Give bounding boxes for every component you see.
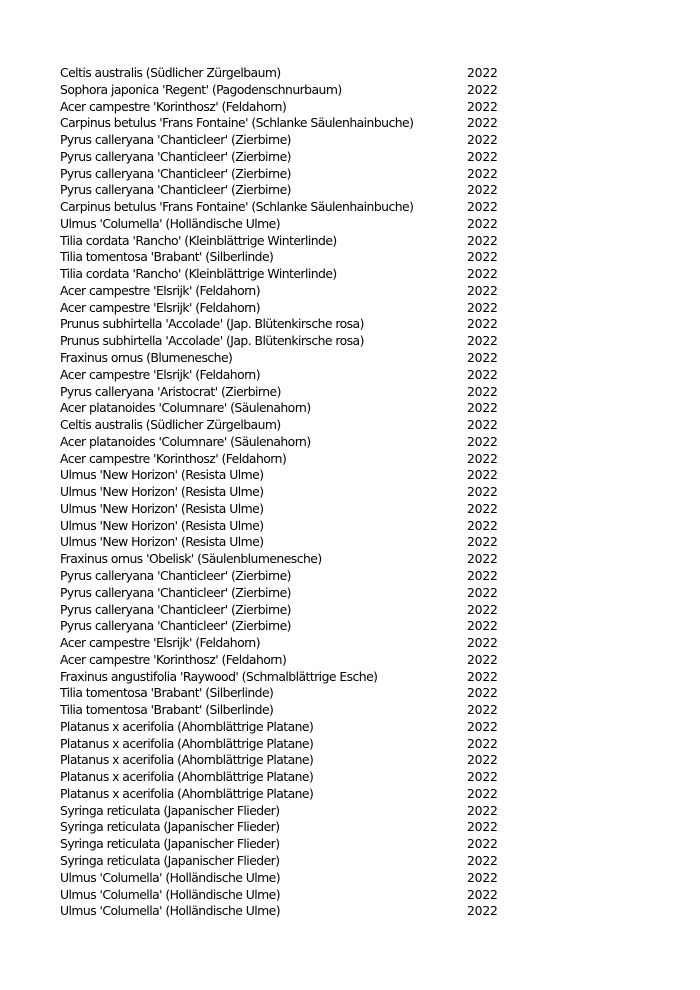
tree-species-name: Sophora japonica 'Regent' (Pagodenschnurbaum) bbox=[60, 81, 342, 97]
tree-species-name: Fraxinus ornus 'Obelisk' (Säulenblumenesche) bbox=[60, 551, 322, 567]
planting-year: 2022 bbox=[467, 752, 498, 768]
planting-year: 2022 bbox=[467, 383, 498, 399]
tree-species-name: Syringa reticulata (Japanischer Flieder) bbox=[60, 836, 280, 852]
planting-year: 2022 bbox=[467, 132, 498, 148]
planting-year: 2022 bbox=[467, 668, 498, 684]
tree-row bbox=[60, 149, 520, 166]
tree-species-name: Tilia cordata 'Rancho' (Kleinblättrige Winterlinde) bbox=[60, 266, 337, 282]
tree-species-name: Ulmus 'New Horizon' (Resista Ulme) bbox=[60, 534, 264, 550]
tree-row bbox=[60, 534, 520, 551]
planting-year: 2022 bbox=[467, 316, 498, 332]
tree-row bbox=[60, 384, 520, 401]
tree-row bbox=[60, 702, 520, 719]
planting-year: 2022 bbox=[467, 182, 498, 198]
planting-year: 2022 bbox=[467, 215, 498, 231]
planting-year: 2022 bbox=[467, 534, 498, 550]
tree-species-name: Ulmus 'Columella' (Holländische Ulme) bbox=[60, 886, 281, 902]
planting-year: 2022 bbox=[467, 400, 498, 416]
planting-year: 2022 bbox=[467, 869, 498, 885]
tree-row bbox=[60, 182, 520, 199]
tree-species-name: Tilia tomentosa 'Brabant' (Silberlinde) bbox=[60, 685, 274, 701]
tree-row bbox=[60, 283, 520, 300]
tree-row bbox=[60, 199, 520, 216]
planting-year: 2022 bbox=[467, 601, 498, 617]
planting-year: 2022 bbox=[467, 98, 498, 114]
planting-year: 2022 bbox=[467, 467, 498, 483]
tree-species-name: Platanus x acerifolia (Ahornblättrige Platane) bbox=[60, 752, 314, 768]
tree-row bbox=[60, 803, 520, 820]
planting-year: 2022 bbox=[467, 785, 498, 801]
planting-year: 2022 bbox=[467, 417, 498, 433]
tree-species-name: Platanus x acerifolia (Ahornblättrige Platane) bbox=[60, 718, 314, 734]
planting-year: 2022 bbox=[467, 249, 498, 265]
planting-year: 2022 bbox=[467, 232, 498, 248]
tree-row bbox=[60, 568, 520, 585]
planting-year: 2022 bbox=[467, 685, 498, 701]
planting-year: 2022 bbox=[467, 819, 498, 835]
planting-year: 2022 bbox=[467, 148, 498, 164]
tree-species-name: Acer platanoides 'Columnare' (Säulenahorn) bbox=[60, 400, 311, 416]
planting-year: 2022 bbox=[467, 81, 498, 97]
tree-row bbox=[60, 82, 520, 99]
planting-year: 2022 bbox=[467, 852, 498, 868]
tree-row bbox=[60, 635, 520, 652]
tree-row bbox=[60, 65, 520, 82]
tree-row bbox=[60, 266, 520, 283]
planting-year: 2022 bbox=[467, 299, 498, 315]
planting-year: 2022 bbox=[467, 735, 498, 751]
planting-year: 2022 bbox=[467, 635, 498, 651]
tree-species-name: Acer campestre 'Korinthosz' (Feldahorn) bbox=[60, 98, 287, 114]
tree-species-name: Pyrus calleryana 'Chanticleer' (Zierbirne) bbox=[60, 182, 291, 198]
tree-species-name: Acer campestre 'Elsrijk' (Feldahorn) bbox=[60, 299, 261, 315]
tree-species-name: Pyrus calleryana 'Chanticleer' (Zierbirne) bbox=[60, 618, 291, 634]
planting-year: 2022 bbox=[467, 584, 498, 600]
tree-species-name: Ulmus 'Columella' (Holländische Ulme) bbox=[60, 215, 281, 231]
tree-species-name: Celtis australis (Südlicher Zürgelbaum) bbox=[60, 417, 281, 433]
tree-species-name: Carpinus betulus 'Frans Fontaine' (Schlanke Säulenhainbuche) bbox=[60, 115, 414, 131]
tree-row bbox=[60, 367, 520, 384]
planting-year: 2022 bbox=[467, 517, 498, 533]
planting-year: 2022 bbox=[467, 450, 498, 466]
tree-species-name: Ulmus 'Columella' (Holländische Ulme) bbox=[60, 903, 281, 919]
tree-row bbox=[60, 836, 520, 853]
tree-species-name: Acer campestre 'Korinthosz' (Feldahorn) bbox=[60, 450, 287, 466]
planting-year: 2022 bbox=[467, 350, 498, 366]
planting-year: 2022 bbox=[467, 702, 498, 718]
tree-species-name: Pyrus calleryana 'Chanticleer' (Zierbirne) bbox=[60, 165, 291, 181]
tree-row bbox=[60, 518, 520, 535]
tree-species-name: Carpinus betulus 'Frans Fontaine' (Schlanke Säulenhainbuche) bbox=[60, 199, 414, 215]
tree-row bbox=[60, 719, 520, 736]
tree-row bbox=[60, 685, 520, 702]
planting-year: 2022 bbox=[467, 802, 498, 818]
tree-row bbox=[60, 870, 520, 887]
tree-row bbox=[60, 752, 520, 769]
tree-species-name: Tilia tomentosa 'Brabant' (Silberlinde) bbox=[60, 702, 274, 718]
tree-row bbox=[60, 887, 520, 904]
planting-year: 2022 bbox=[467, 484, 498, 500]
tree-row bbox=[60, 417, 520, 434]
planting-year: 2022 bbox=[467, 551, 498, 567]
planting-year: 2022 bbox=[467, 618, 498, 634]
tree-row bbox=[60, 434, 520, 451]
tree-row bbox=[60, 602, 520, 619]
planting-year: 2022 bbox=[467, 836, 498, 852]
tree-species-name: Tilia cordata 'Rancho' (Kleinblättrige Winterlinde) bbox=[60, 232, 337, 248]
tree-species-name: Pyrus calleryana 'Chanticleer' (Zierbirne) bbox=[60, 584, 291, 600]
tree-row bbox=[60, 249, 520, 266]
tree-species-name: Acer campestre 'Elsrijk' (Feldahorn) bbox=[60, 282, 261, 298]
tree-row bbox=[60, 132, 520, 149]
tree-species-name: Syringa reticulata (Japanischer Flieder) bbox=[60, 802, 280, 818]
planting-year: 2022 bbox=[467, 65, 498, 80]
planting-year: 2022 bbox=[467, 366, 498, 382]
planting-year: 2022 bbox=[467, 282, 498, 298]
tree-row bbox=[60, 451, 520, 468]
tree-species-name: Platanus x acerifolia (Ahornblättrige Platane) bbox=[60, 735, 314, 751]
tree-species-name: Ulmus 'New Horizon' (Resista Ulme) bbox=[60, 467, 264, 483]
tree-row bbox=[60, 484, 520, 501]
tree-species-name: Pyrus calleryana 'Chanticleer' (Zierbirne) bbox=[60, 567, 291, 583]
tree-row bbox=[60, 333, 520, 350]
tree-row bbox=[60, 233, 520, 250]
planting-year: 2022 bbox=[467, 769, 498, 785]
tree-species-name: Pyrus calleryana 'Aristocrat' (Zierbirne) bbox=[60, 383, 281, 399]
tree-species-name: Acer campestre 'Korinthosz' (Feldahorn) bbox=[60, 651, 287, 667]
tree-row bbox=[60, 400, 520, 417]
tree-species-name: Ulmus 'Columella' (Holländische Ulme) bbox=[60, 869, 281, 885]
planting-year: 2022 bbox=[467, 651, 498, 667]
tree-species-name: Platanus x acerifolia (Ahornblättrige Platane) bbox=[60, 785, 314, 801]
tree-species-name: Prunus subhirtella 'Accolade' (Jap. Blütenkirsche rosa) bbox=[60, 316, 364, 332]
tree-row bbox=[60, 786, 520, 803]
tree-species-name: Fraxinus angustifolia 'Raywood' (Schmalblättrige Esche) bbox=[60, 668, 378, 684]
tree-row bbox=[60, 99, 520, 116]
tree-species-name: Acer campestre 'Elsrijk' (Feldahorn) bbox=[60, 366, 261, 382]
tree-planting-list bbox=[60, 65, 520, 920]
tree-species-name: Acer campestre 'Elsrijk' (Feldahorn) bbox=[60, 635, 261, 651]
tree-row bbox=[60, 903, 520, 920]
tree-row bbox=[60, 501, 520, 518]
tree-row bbox=[60, 115, 520, 132]
tree-species-name: Prunus subhirtella 'Accolade' (Jap. Blütenkirsche rosa) bbox=[60, 333, 364, 349]
tree-species-name: Syringa reticulata (Japanischer Flieder) bbox=[60, 852, 280, 868]
tree-species-name: Syringa reticulata (Japanischer Flieder) bbox=[60, 819, 280, 835]
tree-row bbox=[60, 216, 520, 233]
tree-row bbox=[60, 652, 520, 669]
planting-year: 2022 bbox=[467, 333, 498, 349]
tree-row bbox=[60, 350, 520, 367]
tree-species-name: Ulmus 'New Horizon' (Resista Ulme) bbox=[60, 484, 264, 500]
tree-row bbox=[60, 467, 520, 484]
tree-row bbox=[60, 166, 520, 183]
planting-year: 2022 bbox=[467, 165, 498, 181]
tree-species-name: Fraxinus ornus (Blumenesche) bbox=[60, 350, 233, 366]
tree-species-name: Pyrus calleryana 'Chanticleer' (Zierbirne) bbox=[60, 601, 291, 617]
tree-row bbox=[60, 316, 520, 333]
planting-year: 2022 bbox=[467, 115, 498, 131]
tree-row bbox=[60, 819, 520, 836]
tree-row bbox=[60, 769, 520, 786]
planting-year: 2022 bbox=[467, 199, 498, 215]
planting-year: 2022 bbox=[467, 500, 498, 516]
tree-row bbox=[60, 736, 520, 753]
tree-species-name: Tilia tomentosa 'Brabant' (Silberlinde) bbox=[60, 249, 274, 265]
tree-row bbox=[60, 618, 520, 635]
tree-row bbox=[60, 585, 520, 602]
tree-row bbox=[60, 853, 520, 870]
planting-year: 2022 bbox=[467, 567, 498, 583]
tree-species-name: Platanus x acerifolia (Ahornblättrige Platane) bbox=[60, 769, 314, 785]
tree-row bbox=[60, 669, 520, 686]
tree-species-name: Celtis australis (Südlicher Zürgelbaum) bbox=[60, 65, 281, 80]
planting-year: 2022 bbox=[467, 886, 498, 902]
planting-year: 2022 bbox=[467, 433, 498, 449]
tree-species-name: Pyrus calleryana 'Chanticleer' (Zierbirne) bbox=[60, 132, 291, 148]
tree-species-name: Ulmus 'New Horizon' (Resista Ulme) bbox=[60, 517, 264, 533]
planting-year: 2022 bbox=[467, 903, 498, 919]
planting-year: 2022 bbox=[467, 718, 498, 734]
tree-species-name: Ulmus 'New Horizon' (Resista Ulme) bbox=[60, 500, 264, 516]
tree-row bbox=[60, 551, 520, 568]
tree-species-name: Pyrus calleryana 'Chanticleer' (Zierbirne) bbox=[60, 148, 291, 164]
planting-year: 2022 bbox=[467, 266, 498, 282]
tree-row bbox=[60, 300, 520, 317]
tree-species-name: Acer platanoides 'Columnare' (Säulenahorn) bbox=[60, 433, 311, 449]
